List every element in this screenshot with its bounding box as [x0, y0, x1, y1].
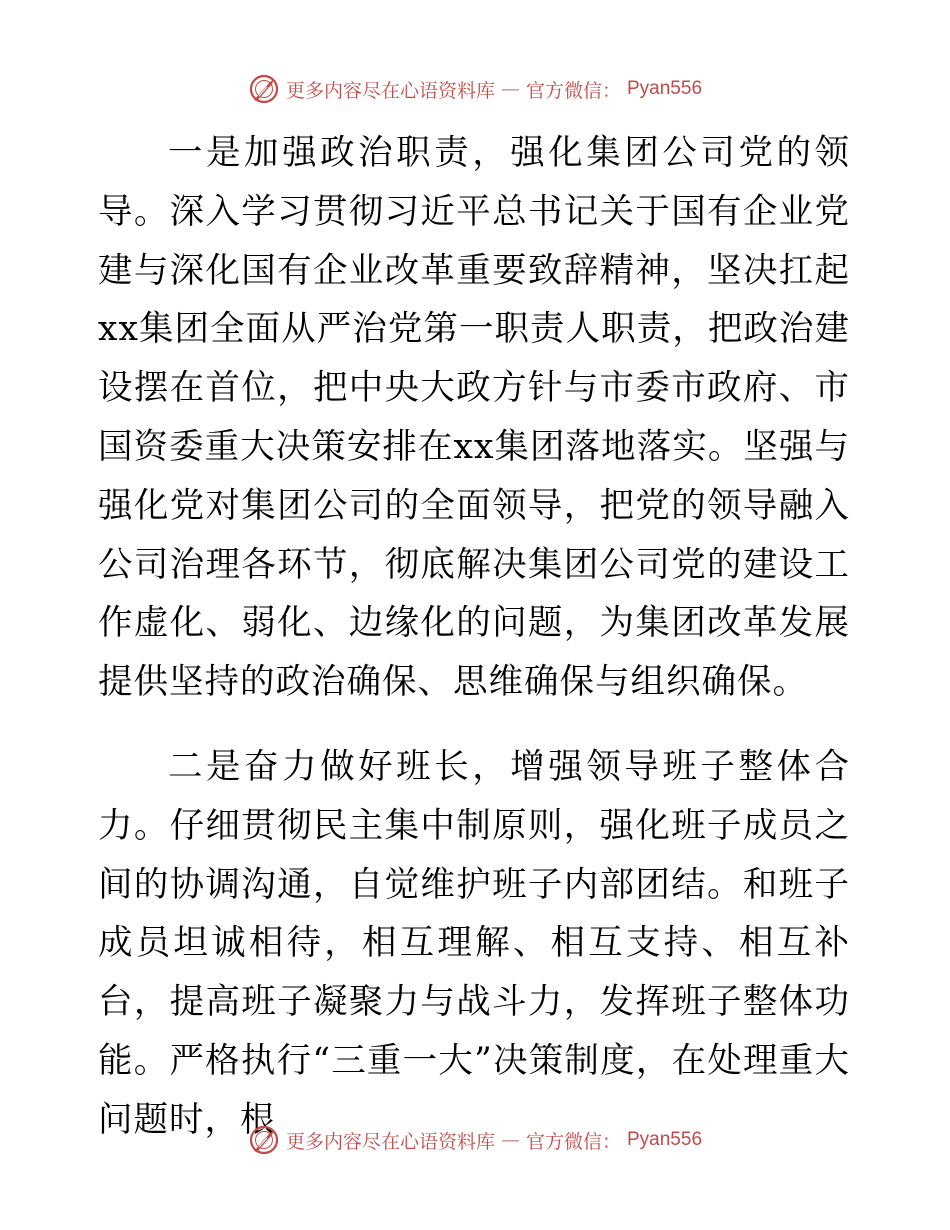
watermark-contact-label: 官方微信： [525, 79, 621, 102]
watermark-contact-label: 官方微信： [525, 1130, 621, 1153]
watermark-brand-text: 更多内容尽在心语资料库 [285, 1130, 495, 1153]
quill-seal-icon [248, 73, 280, 105]
watermark-account: Pyan556 [627, 1129, 703, 1150]
watermark-separator: — [500, 78, 520, 100]
paragraph-2: 二是奋力做好班长，增强领导班子整体合力。仔细贯彻民主集中制原则，强化班子成员之间的协调沟通，自觉维护班子内部团结。和班子成员坦诚相待，相互理解、相互支持、相互补台，提高班子凝聚力与战斗力，发挥班子整体功能。严格执行“三重一大”决策制度，在处理重大问题时，根 [98, 746, 850, 1140]
watermark-account: Pyan556 [627, 78, 703, 99]
watermark-separator: — [500, 1129, 520, 1151]
paragraph-1: 一是加强政治职责，强化集团公司党的领导。深入学习贯彻习近平总书记关于国有企业党建与深化国有企业改革重要致辞精神，坚决扛起xx集团全面从严治党第一职责人职责，把政治建设摆在首位，把中央大政方针与市委市政府、市国资委重大决策安排在xx集团落地落实。坚强与强化党对集团公司的全面领导，把党的领导融入公司治理各环节，彻底解决集团公司党的建设工作虚化、弱化、边缘化的问题，为集团改革发展提供坚持的政治确保、思维确保与组织确保。 [98, 133, 850, 703]
document-body [98, 124, 850, 1150]
quill-seal-icon [248, 1124, 280, 1156]
watermark-brand-text: 更多内容尽在心语资料库 [285, 79, 495, 102]
header-watermark [0, 72, 950, 106]
footer-watermark [0, 1123, 950, 1157]
